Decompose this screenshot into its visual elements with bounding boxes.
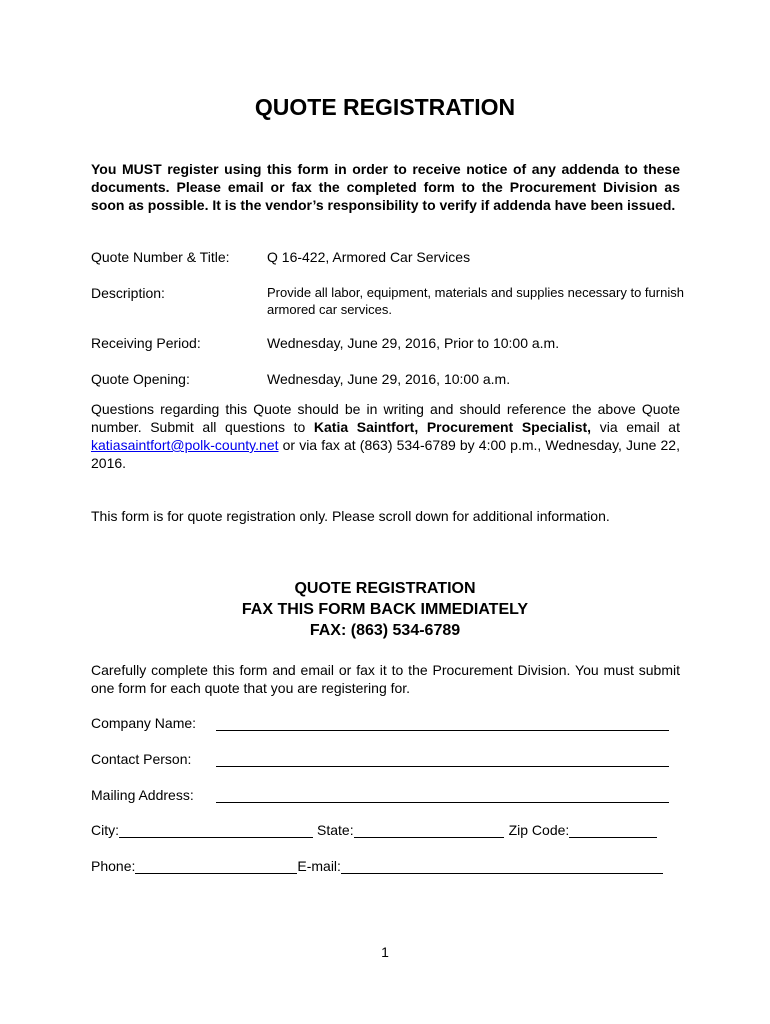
zip-code-input-line[interactable] (569, 822, 657, 838)
questions-text-1: Questions regarding this Quote should be in writing and should reference the above Quote number. Submit all questions to (91, 401, 680, 435)
phone-input-line[interactable] (135, 858, 297, 874)
form-instructions: Carefully complete this form and email or fax it to the Procurement Division. You must submit one form for each quote that you are registering for. (91, 662, 680, 696)
questions-paragraph (91, 400, 680, 472)
email-label: E-mail: (297, 858, 341, 874)
contact-email-link[interactable]: katiasaintfort@polk-county.net (91, 437, 279, 453)
contact-person-label: Contact Person: (91, 751, 192, 767)
mailing-address-input-line[interactable] (216, 787, 669, 803)
scroll-note: This form is for quote registration only. Please scroll down for additional information. (91, 508, 610, 524)
city-state-zip-row (91, 822, 657, 838)
page-number: 1 (381, 944, 389, 960)
contact-person-input-line[interactable] (216, 751, 669, 767)
procurement-contact: Katia Saintfort, Procurement Specialist, (313, 419, 592, 435)
quote-number-label: Quote Number & Title: (91, 249, 230, 265)
mailing-address-field (91, 787, 669, 803)
quote-opening-label: Quote Opening: (91, 371, 190, 387)
phone-label: Phone: (91, 858, 136, 874)
questions-text-2: via email at (591, 419, 680, 435)
mailing-address-label: Mailing Address: (91, 787, 194, 803)
form-heading (0, 578, 770, 641)
phone-email-row (91, 858, 663, 874)
form-heading-fax-number: FAX: (863) 534-6789 (309, 622, 461, 639)
state-label: State: (317, 822, 354, 838)
email-input-line[interactable] (341, 858, 663, 874)
zip-code-label: Zip Code: (508, 822, 570, 838)
page-title: QUOTE REGISTRATION (254, 94, 516, 120)
city-label: City: (91, 822, 119, 838)
description-label: Description: (91, 285, 165, 301)
form-heading-fax-instruction: FAX THIS FORM BACK IMMEDIATELY (241, 601, 529, 618)
state-input-line[interactable] (354, 822, 504, 838)
company-name-input-line[interactable] (216, 715, 669, 731)
quote-number-value: Q 16-422, Armored Car Services (267, 249, 471, 265)
city-input-line[interactable] (119, 822, 313, 838)
receiving-period-label: Receiving Period: (91, 335, 201, 351)
description-value: Provide all labor, equipment, materials and supplies necessary to furnish armored car services. (267, 285, 684, 317)
receiving-period-value: Wednesday, June 29, 2016, Prior to 10:00 a.m. (267, 335, 560, 351)
quote-opening-value: Wednesday, June 29, 2016, 10:00 a.m. (267, 371, 511, 387)
questions-text-3: or via fax at (863) 534-6789 by 4:00 p.m., Wednesday, June 22, 2016. (91, 437, 680, 471)
form-heading-title: QUOTE REGISTRATION (294, 580, 476, 597)
company-name-field (91, 715, 669, 731)
contact-person-field (91, 751, 669, 767)
registration-notice: You MUST register using this form in order to receive notice of any addenda to these documents. Please email or fax the completed form to the Procurement Division as soon as possible. It is the vendor’s responsibility to verify if addenda have been issued. (91, 161, 680, 213)
company-name-label: Company Name: (91, 715, 197, 731)
